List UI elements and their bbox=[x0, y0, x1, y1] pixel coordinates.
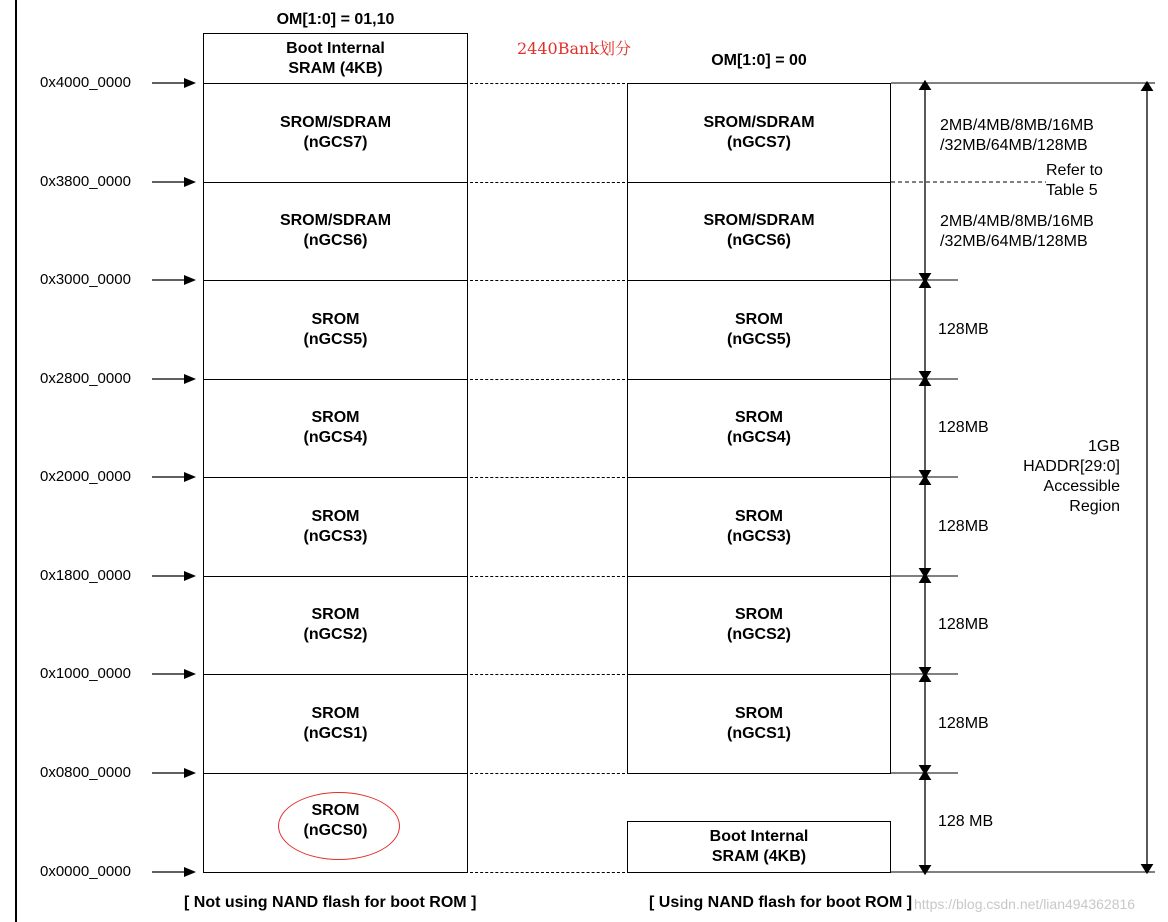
left-bank-label: SROM (nGCS0) bbox=[303, 801, 368, 839]
address-label: 0x1000_0000 bbox=[40, 665, 131, 682]
right-bank-label: SROM (nGCS1) bbox=[727, 704, 791, 742]
left-bank-label: SROM (nGCS4) bbox=[303, 409, 368, 446]
right-bank-label: SROM/SDRAM (nGCS7) bbox=[703, 113, 815, 151]
size-bank1: 128MB bbox=[938, 715, 989, 732]
size-bank4: 128MB bbox=[938, 419, 989, 436]
diagram-annotation: 2440Bank划分 bbox=[517, 39, 632, 58]
size-bank6: 2MB/4MB/8MB/16MB /32MB/64MB/128MB bbox=[940, 213, 1094, 250]
right-bank-label: SROM (nGCS2) bbox=[727, 606, 791, 643]
left-bank-label: SROM/SDRAM (nGCS6) bbox=[279, 212, 392, 249]
size-bank0: 128 MB bbox=[938, 813, 994, 830]
address-label: 0x2000_0000 bbox=[40, 468, 131, 485]
refer-note: Refer to Table 5 bbox=[1046, 162, 1103, 199]
address-label: 0x0800_0000 bbox=[40, 764, 131, 781]
size-bank7: 2MB/4MB/8MB/16MB /32MB/64MB/128MB bbox=[940, 117, 1094, 154]
left-boot-sram: Boot Internal SRAM (4KB) bbox=[286, 39, 385, 77]
address-label: 0x1800_0000 bbox=[40, 567, 131, 584]
address-label: 0x3000_0000 bbox=[40, 271, 131, 288]
right-boot-sram: Boot Internal SRAM (4KB) bbox=[709, 828, 809, 865]
left-bank-label: SROM/SDRAM (nGCS7) bbox=[279, 113, 392, 151]
left-bank-label: SROM (nGCS1) bbox=[303, 704, 368, 742]
address-label: 0x2800_0000 bbox=[40, 370, 131, 387]
left-bank-label: SROM (nGCS2) bbox=[303, 606, 368, 643]
size-bank2: 128MB bbox=[938, 616, 989, 633]
watermark: https://blog.csdn.net/lian494362816 bbox=[914, 896, 1136, 912]
size-bank5: 128MB bbox=[938, 321, 989, 338]
size-bank3: 128MB bbox=[938, 518, 989, 535]
left-caption: [ Not using NAND flash for boot ROM ] bbox=[184, 894, 477, 911]
address-label: 0x3800_0000 bbox=[40, 173, 131, 190]
left-bank-label: SROM (nGCS3) bbox=[303, 507, 368, 545]
left-mode-title: OM[1:0] = 01,10 bbox=[276, 11, 395, 28]
right-mode-title: OM[1:0] = 00 bbox=[711, 52, 807, 69]
right-caption: [ Using NAND flash for boot ROM ] bbox=[649, 894, 913, 911]
region-label: 1GB HADDR[29:0] Accessible Region bbox=[1023, 438, 1120, 515]
left-bank-label: SROM (nGCS5) bbox=[303, 310, 368, 348]
right-bank-label: SROM (nGCS4) bbox=[727, 409, 791, 446]
right-bank-label: SROM (nGCS5) bbox=[727, 310, 791, 348]
address-label: 0x4000_0000 bbox=[40, 74, 131, 91]
right-bank-label: SROM/SDRAM (nGCS6) bbox=[703, 212, 815, 249]
address-label: 0x0000_0000 bbox=[40, 863, 131, 880]
right-bank-label: SROM (nGCS3) bbox=[727, 507, 791, 545]
